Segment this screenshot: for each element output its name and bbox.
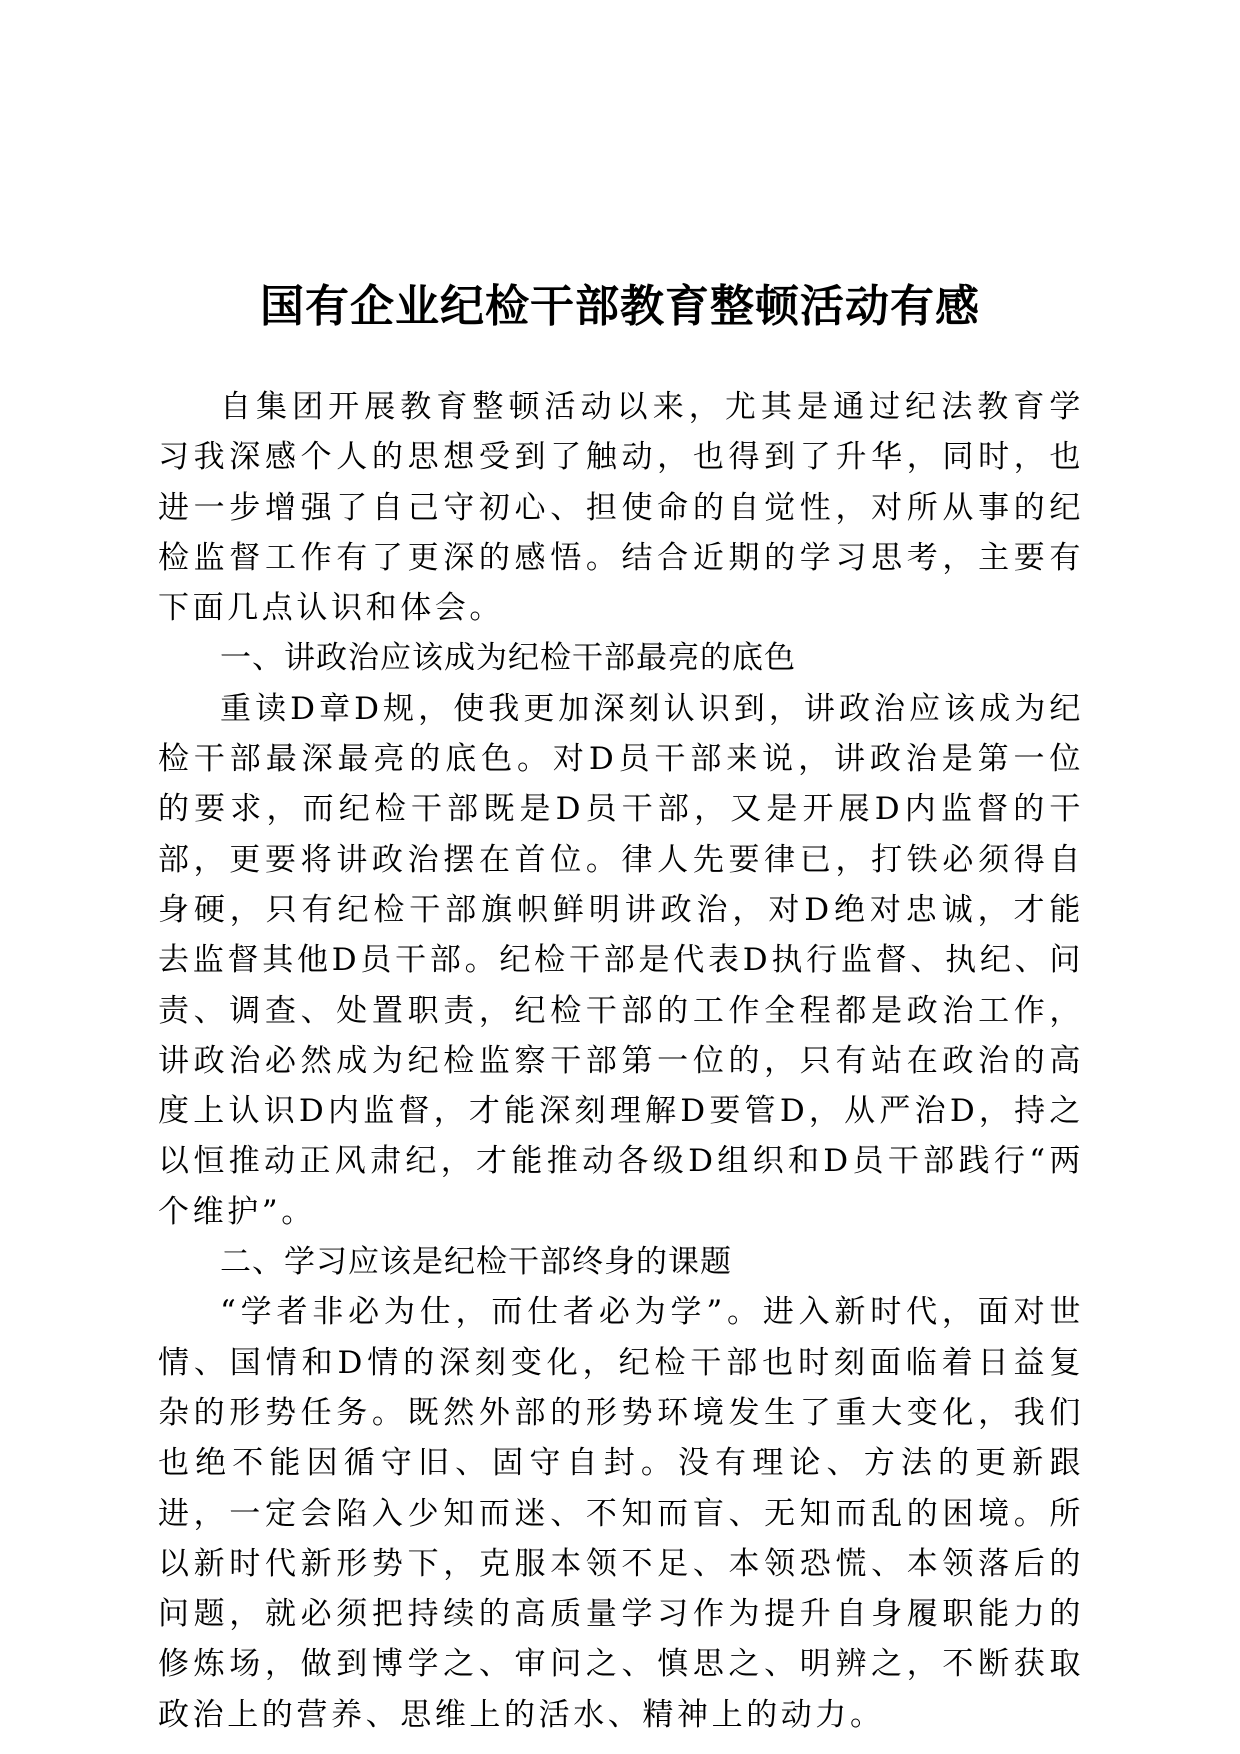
section-heading-2: 二、学习应该是纪检干部终身的课题	[220, 1244, 732, 1281]
section-heading-1: 一、讲政治应该成为纪检干部最亮的底色	[220, 640, 796, 677]
section-paragraph-2: “学者非必为仕，而仕者必为学”。进入新时代，面对世情、国情和D情的深刻变化，纪检干部也时刻面临着日益复杂的形势任务。既然外部的形势环境发生了重大变化，我们也绝不能因循守旧、固守自封。没有理论、方法的更新跟进，一定会陷入少知而迷、不知而盲、无知而乱的困境。所以新时代新形势下，克服本领不足、本领恐慌、本领落后的问题，就必须把持续的高质量学习作为提升自身履职能力的修炼场，做到博学之、审问之、慎思之、明辨之，不断获取政治上的营养、思维上的活水、精神上的动力。	[158, 1294, 1084, 1733]
document-body	[158, 382, 1084, 1740]
document-title: 国有企业纪检干部教育整顿活动有感	[260, 281, 980, 333]
intro-paragraph: 自集团开展教育整顿活动以来，尤其是通过纪法教育学习我深感个人的思想受到了触动，也得到了升华，同时，也进一步增强了自己守初心、担使命的自觉性，对所从事的纪检监督工作有了更深的感悟。结合近期的学习思考，主要有下面几点认识和体会。	[158, 389, 1084, 627]
section-paragraph-1: 重读D章D规，使我更加深刻认识到，讲政治应该成为纪检干部最深最亮的底色。对D员干部来说，讲政治是第一位的要求，而纪检干部既是D员干部，又是开展D内监督的干部，更要将讲政治摆在首位。律人先要律已，打铁必须得自身硬，只有纪检干部旗帜鲜明讲政治，对D绝对忠诚，才能去监督其他D员干部。纪检干部是代表D执行监督、执纪、问责、调查、处置职责，纪检干部的工作全程都是政治工作，讲政治必然成为纪检监察干部第一位的，只有站在政治的高度上认识D内监督，才能深刻理解D要管D，从严治D，持之以恒推动正风肃纪，才能推动各级D组织和D员干部践行“两个维护”。	[158, 690, 1084, 1230]
